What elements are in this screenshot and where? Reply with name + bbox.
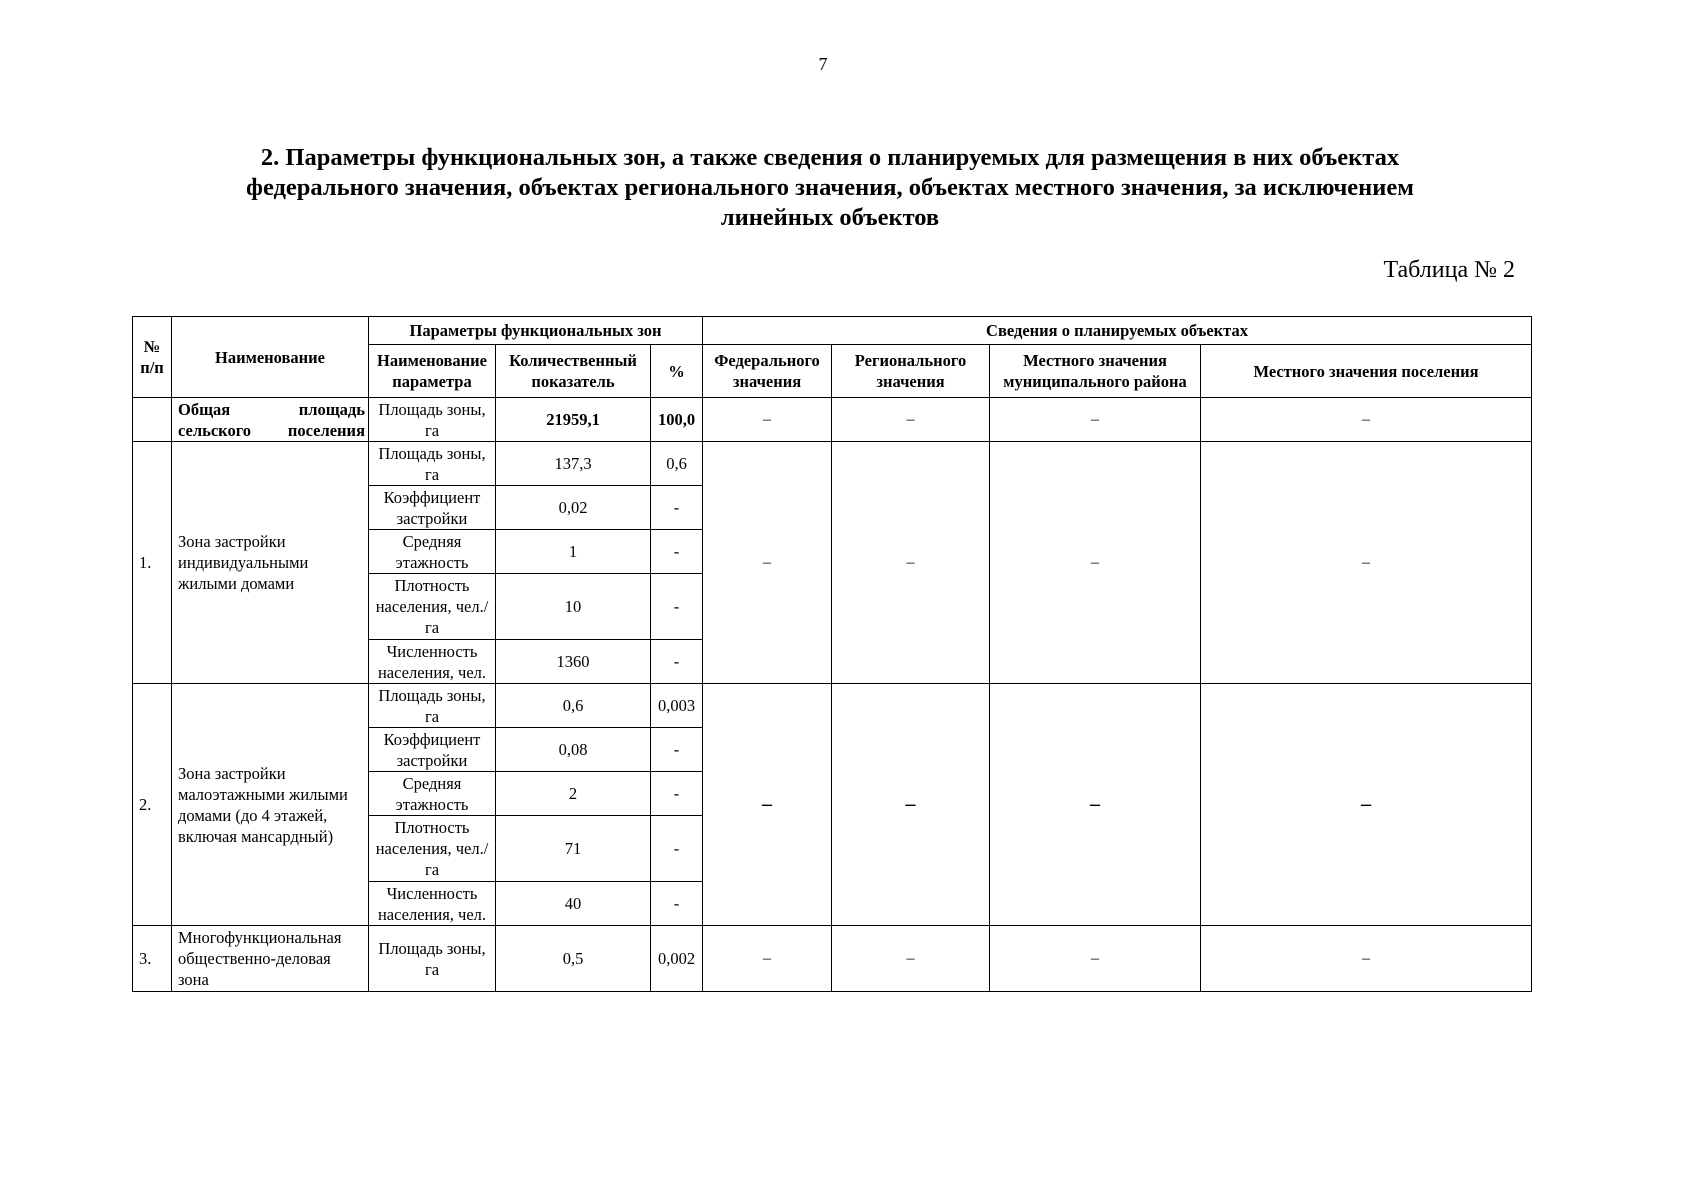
zone-3-name: Многофункциональная общественно-деловая зона [172,926,369,992]
header-params-group: Параметры функциональных зон [369,317,703,345]
total-num-cell [133,398,172,442]
zone-1-param-value: 1 [496,530,651,574]
header-name: Наименование [172,317,369,398]
total-percent-cell: 100,0 [651,398,703,442]
zone-2-param-percent: 0,003 [651,684,703,728]
total-federal-cell: – [703,398,832,442]
zone-3-local-district: – [990,926,1201,992]
total-param-cell: Площадь зоны, га [369,398,496,442]
total-name-cell: Общая площадь сельского поселения [172,398,369,442]
zone-2-param-name: Средняя этажность [369,772,496,816]
header-federal: Федерального значения [703,345,832,398]
heading-line-2: федерального значения, объектах регионального значения, объектах местного значения, за исключением [246,174,1414,201]
table-row-total [133,398,1532,442]
zone-1-param-value: 0,02 [496,486,651,530]
zone-1-param-value: 137,3 [496,442,651,486]
heading-line-1: 2. Параметры функциональных зон, а также сведения о планируемых для размещения в них объектах [260,144,1400,171]
zone-2-param-name: Коэффициент застройки [369,728,496,772]
zone-2-param-percent: - [651,882,703,926]
zone-1-name: Зона застройки индивидуальными жилыми домами [172,442,369,684]
functional-zones-table [132,316,1532,992]
total-local-district-cell: – [990,398,1201,442]
zone-1-param-name: Численность населения, чел. [369,640,496,684]
header-objects-group: Сведения о планируемых объектах [703,317,1532,345]
zone-1-local-district: – [990,442,1201,684]
zone-1-param-name: Плотность населения, чел./га [369,574,496,640]
header-regional: Регионального значения [832,345,990,398]
zone-2-param-percent: - [651,772,703,816]
zone-2-local-district: – [990,684,1201,926]
total-regional-cell: – [832,398,990,442]
zone-1-param-value: 10 [496,574,651,640]
zone-3-num: 3. [133,926,172,992]
header-param-name: Наименование параметра [369,345,496,398]
zone-1-local-settlement: – [1201,442,1532,684]
zone-1-regional: – [832,442,990,684]
page-number: 7 [818,54,828,74]
zone-1-param-percent: - [651,574,703,640]
table-number: Таблица № 2 [1383,257,1515,283]
header-local-district: Местного значения муниципального района [990,345,1201,398]
zone-2-param-value: 0,6 [496,684,651,728]
zone-2-federal: – [703,684,832,926]
zone-1-param-percent: 0,6 [651,442,703,486]
zone-1-federal: – [703,442,832,684]
zone-1-param-name: Коэффициент застройки [369,486,496,530]
zone-2-param-value: 0,08 [496,728,651,772]
header-percent: % [651,345,703,398]
zone-3-local-settlement: – [1201,926,1532,992]
table-row [133,926,1532,992]
header-local-settlement: Местного значения поселения [1201,345,1532,398]
zone-2-param-name: Площадь зоны, га [369,684,496,728]
zone-3-param-value: 0,5 [496,926,651,992]
zone-2-param-percent: - [651,816,703,882]
header-num: № п/п [133,317,172,398]
zone-1-param-name: Площадь зоны, га [369,442,496,486]
zone-3-param-name: Площадь зоны, га [369,926,496,992]
section-heading [160,143,1500,233]
zone-2-local-settlement: – [1201,684,1532,926]
zone-1-param-percent: - [651,486,703,530]
zone-1-num: 1. [133,442,172,684]
zone-2-param-name: Плотность населения, чел./га [369,816,496,882]
table-row [133,684,1532,728]
zone-2-param-name: Численность населения, чел. [369,882,496,926]
zone-3-param-percent: 0,002 [651,926,703,992]
zone-1-param-name: Средняя этажность [369,530,496,574]
total-value-cell: 21959,1 [496,398,651,442]
zone-2-param-percent: - [651,728,703,772]
zone-1-param-value: 1360 [496,640,651,684]
zone-1-param-percent: - [651,530,703,574]
zone-2-param-value: 40 [496,882,651,926]
zone-2-param-value: 71 [496,816,651,882]
header-param-value: Количественный показатель [496,345,651,398]
zone-1-param-percent: - [651,640,703,684]
heading-line-3: линейных объектов [720,204,940,231]
table-row [133,442,1532,486]
zone-2-param-value: 2 [496,772,651,816]
total-local-settlement-cell: – [1201,398,1532,442]
zone-2-name: Зона застройки малоэтажными жилыми домами (до 4 этажей, включая мансардный) [172,684,369,926]
zone-2-regional: – [832,684,990,926]
zone-3-federal: – [703,926,832,992]
zone-3-regional: – [832,926,990,992]
zone-2-num: 2. [133,684,172,926]
